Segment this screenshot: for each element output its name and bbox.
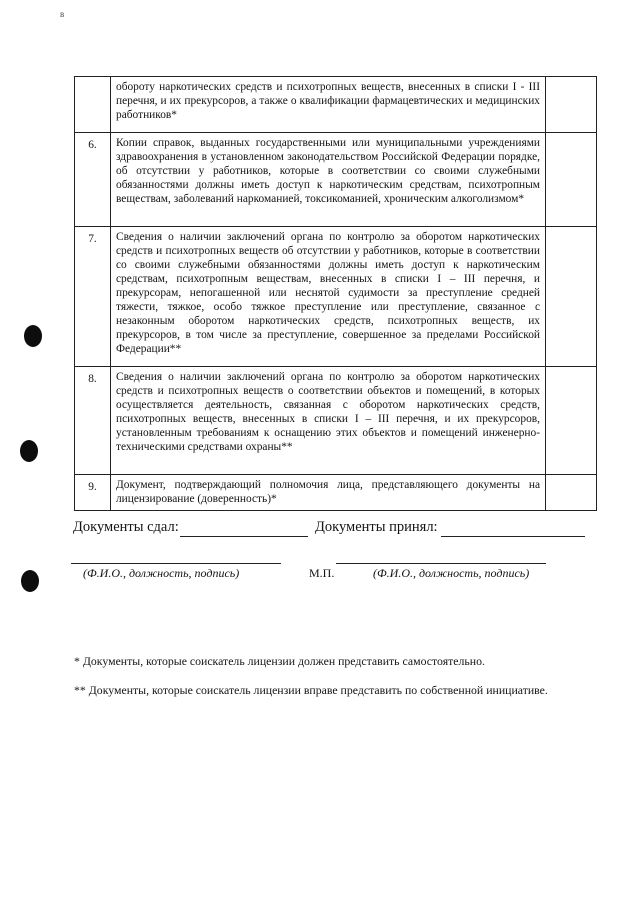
table-row: [75, 133, 597, 227]
row-number: [75, 77, 111, 133]
accepted-label: Документы принял:: [315, 519, 438, 535]
document-description: Документ, подтверждающий полномочия лица, представляющего документы на лицензирование (доверенность)*: [111, 475, 546, 511]
punch-hole-top: [24, 325, 42, 347]
submitted-label: Документы сдал:: [73, 519, 179, 535]
document-description: Сведения о наличии заключений органа по контролю за оборотом наркотических средств и психотропных веществ об отсутствии у работников, которые в соответствии со своими служебными обязанностями должны иметь доступ к наркотическим средствам, психотропным веществам, внесенных в списки I – III перечня, и прекурсорам, непогашенной или неснятой судимости за преступление средней тяжести, тяжкое, особо тяжкое преступление или преступление, связанное с незаконным оборотом наркотических средств, психотропных веществ, их прекурсоров, в том числе за преступление, совершенное за пределами Российской Федерации**: [111, 227, 546, 367]
submitted-signature-line: [180, 536, 308, 537]
left-name-line: [71, 563, 281, 564]
row-number: 9.: [75, 475, 111, 511]
mark-cell: [546, 227, 597, 367]
table-row: [75, 77, 597, 133]
right-name-line: [336, 563, 546, 564]
punch-hole-middle: [20, 440, 38, 462]
footnote-self: * Документы, которые соискатель лицензии должен представить самостоятельно.: [74, 654, 485, 668]
table-row: [75, 227, 597, 367]
page-mark: в: [60, 9, 65, 19]
punch-hole-bottom: [21, 570, 39, 592]
accepted-signature-line: [441, 536, 585, 537]
table-row: [75, 475, 597, 511]
stamp-label: М.П.: [309, 566, 335, 580]
table-row: [75, 367, 597, 475]
right-signature-caption: (Ф.И.О., должность, подпись): [373, 566, 530, 580]
document-description: обороту наркотических средств и психотропных веществ, внесенных в списки I - III перечня, и их прекурсоров, а также о квалификации фармацевтических и медицинских работников*: [111, 77, 546, 133]
mark-cell: [546, 367, 597, 475]
document-description: Копии справок, выданных государственными или муниципальными учреждениями здравоохранения в установленном законодательством Российской Федерации порядке, об отсутствии у работников, которые в соответствии со своими служебными обязанностями должны иметь доступ к наркотическим средствам, психотропным веществам, заболеваний наркоманией, токсикоманией, хроническим алкоголизмом*: [111, 133, 546, 227]
left-signature-caption: (Ф.И.О., должность, подпись): [83, 566, 240, 580]
documents-table: [74, 76, 597, 511]
mark-cell: [546, 475, 597, 511]
document-description: Сведения о наличии заключений органа по контролю за оборотом наркотических средств и психотропных веществ о соответствии объектов и помещений, в которых осуществляется деятельность, связанная с оборотом наркотических средств, психотропных веществ, внесенных в списки I – III перечня, и их прекурсоров, установленным требованиям к оснащению этих объектов и помещений инженерно-техническими средствами охраны**: [111, 367, 546, 475]
row-number: 6.: [75, 133, 111, 227]
row-number: 8.: [75, 367, 111, 475]
row-number: 7.: [75, 227, 111, 367]
footnote-optional: ** Документы, которые соискатель лицензии вправе представить по собственной инициативе.: [74, 683, 548, 697]
mark-cell: [546, 77, 597, 133]
mark-cell: [546, 133, 597, 227]
